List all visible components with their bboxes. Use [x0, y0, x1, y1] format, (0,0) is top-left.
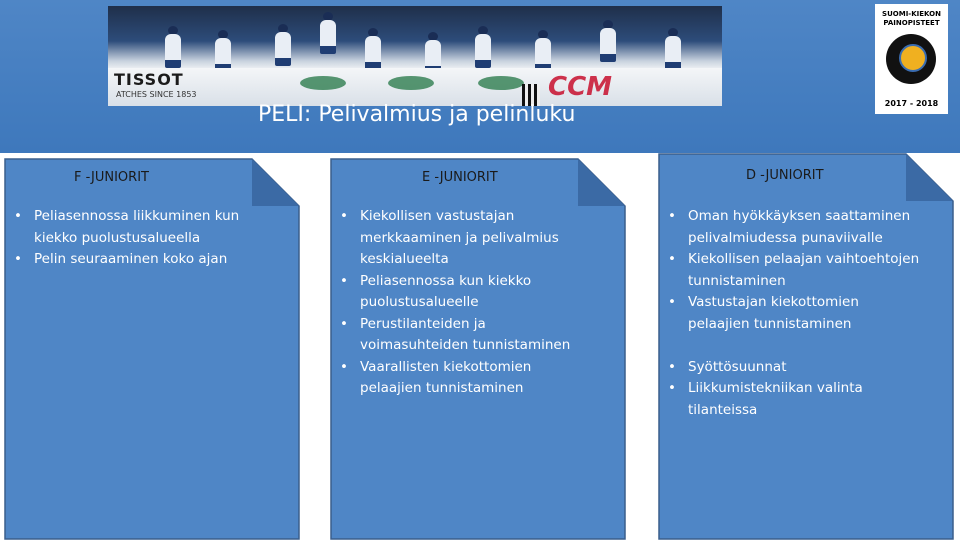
- list-item: • Syöttösuunnat: [662, 357, 924, 379]
- hockey-bench-photo: [108, 6, 722, 106]
- logo-years: 2017 - 2018: [884, 99, 939, 108]
- column-heading: D -JUNIORIT: [746, 168, 824, 183]
- column-f-juniorit: [4, 158, 300, 540]
- list-item: • Kiekollisen vastustajan merkkaaminen ja pelivalmius keskialueelta: [334, 206, 596, 271]
- puck-emblem-icon: [886, 34, 936, 84]
- tissot-ad: TISSOT: [114, 70, 184, 89]
- list-item: • Vastustajan kiekottomien pelaajien tunnistaminen: [662, 292, 924, 335]
- item-list: [8, 206, 268, 271]
- list-item: • Oman hyökkäyksen saattaminen pelivalmiudessa punaviivalle: [662, 206, 924, 249]
- item-list: [334, 206, 596, 400]
- list-item: • Vaarallisten kiekottomien pelaajien tunnistaminen: [334, 357, 596, 400]
- list-item: • Kiekollisen pelaajan vaihtoehtojen tunnistaminen: [662, 249, 924, 292]
- page-title: PELI: Pelivalmius ja pelinluku: [258, 102, 576, 127]
- ccm-ad: CCM: [548, 72, 613, 102]
- list-item: • Peliasennossa liikkuminen kun kiekko puolustusalueella: [8, 206, 268, 249]
- list-item: • Pelin seuraaminen koko ajan: [8, 249, 268, 271]
- tissot-ad-subtext: ATCHES SINCE 1853: [116, 90, 197, 99]
- column-heading: E -JUNIORIT: [422, 170, 498, 185]
- list-item: • Peliasennossa kun kiekko puolustusalueelle: [334, 271, 596, 314]
- list-item: • Perustilanteiden ja voimasuhteiden tunnistaminen: [334, 314, 596, 357]
- column-heading: F -JUNIORIT: [74, 170, 149, 185]
- header-banner: [0, 0, 960, 153]
- list-item: • Liikkumistekniikan valinta tilanteissa: [662, 378, 924, 421]
- suomi-kiekon-logo: [875, 4, 948, 114]
- item-list: [662, 206, 924, 421]
- column-e-juniorit: [330, 158, 626, 540]
- logo-line-1: SUOMI-KIEKON: [882, 10, 941, 18]
- logo-line-2: PAINOPISTEET: [883, 19, 940, 27]
- column-d-juniorit: [658, 153, 954, 540]
